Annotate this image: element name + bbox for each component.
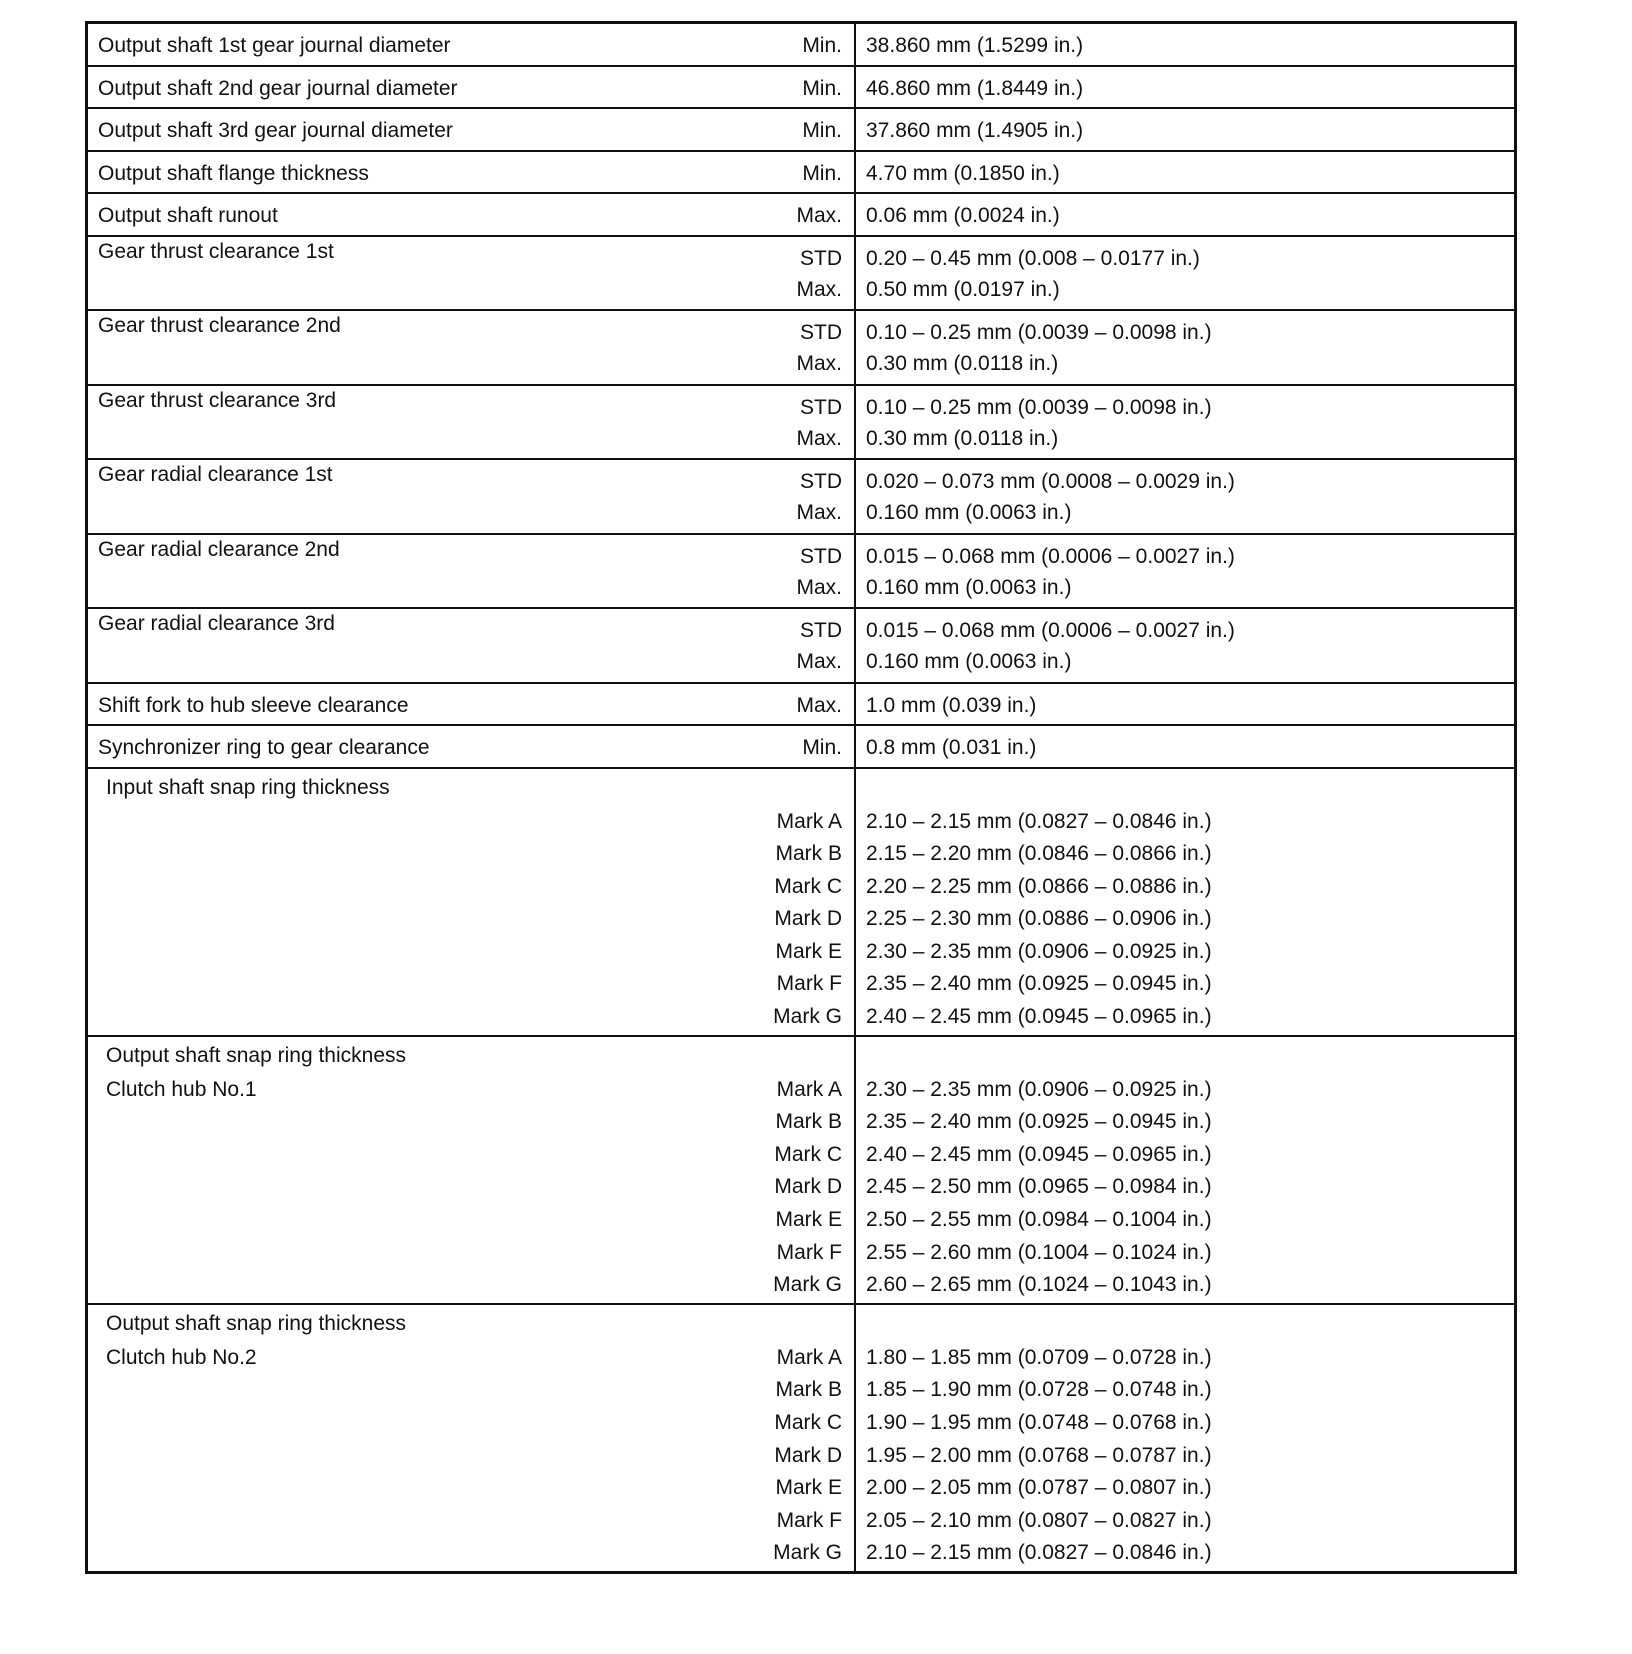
mark-value: 2.30 – 2.35 mm (0.0906 – 0.0925 in.) xyxy=(866,939,1212,963)
mark-label: Mark D xyxy=(774,907,842,931)
spec-value: 0.160 mm (0.0063 in.) xyxy=(866,650,1072,673)
mark-label: Mark G xyxy=(773,1005,842,1029)
spec-qualifier: Max. xyxy=(796,575,842,599)
group-left-cell xyxy=(88,769,856,1035)
spec-value: 0.015 – 0.068 mm (0.0006 – 0.0027 in.) xyxy=(866,544,1235,568)
spec-row xyxy=(88,192,1514,235)
mark-value: 2.20 – 2.25 mm (0.0866 – 0.0886 in.) xyxy=(866,874,1212,898)
spec-value: 4.70 mm (0.1850 in.) xyxy=(866,161,1060,185)
spec-value-cell xyxy=(856,152,1514,193)
snap-ring-group xyxy=(88,1303,1514,1571)
group-item-cell xyxy=(88,1305,712,1571)
group-item-spacer xyxy=(106,1473,712,1506)
spec-left-cell xyxy=(88,684,856,725)
spec-value: 0.30 mm (0.0118 in.) xyxy=(866,426,1059,450)
spec-left-cell xyxy=(88,535,856,608)
mark-label: Mark A xyxy=(776,1077,842,1101)
spec-qualifier: Max. xyxy=(796,352,842,375)
mark-value: 1.90 – 1.95 mm (0.0748 – 0.0768 in.) xyxy=(866,1411,1212,1434)
spec-qualifier: Min. xyxy=(802,76,842,100)
spec-item-cell xyxy=(88,609,712,682)
spec-item-label: Gear radial clearance 3rd xyxy=(98,612,335,635)
spec-value: 0.10 – 0.25 mm (0.0039 – 0.0098 in.) xyxy=(866,395,1212,419)
spec-item-label: Synchronizer ring to gear clearance xyxy=(98,736,430,759)
spec-qualifier: STD xyxy=(800,544,842,568)
spec-value: 0.06 mm (0.0024 in.) xyxy=(866,204,1060,227)
group-value-cell xyxy=(856,769,1514,1035)
spec-qualifier-cell xyxy=(712,152,854,193)
spec-item-cell xyxy=(88,24,712,65)
group-mark-spacer xyxy=(712,769,842,807)
group-left-cell xyxy=(88,1305,856,1571)
mark-label: Mark C xyxy=(774,1411,842,1434)
group-item-spacer xyxy=(106,872,712,905)
spec-item-label: Gear radial clearance 1st xyxy=(98,463,333,486)
spec-qualifier-cell xyxy=(712,237,854,310)
spec-qualifier: STD xyxy=(800,321,842,344)
group-item-spacer xyxy=(106,1172,712,1205)
group-mark-spacer xyxy=(712,1305,842,1343)
spec-value: 46.860 mm (1.8449 in.) xyxy=(866,76,1084,100)
mark-label: Mark F xyxy=(776,1508,842,1532)
spec-item-label: Shift fork to hub sleeve clearance xyxy=(98,693,409,717)
mark-value: 2.40 – 2.45 mm (0.0945 – 0.0965 in.) xyxy=(866,1005,1212,1029)
group-item-spacer xyxy=(106,1140,712,1173)
spec-value: 1.0 mm (0.039 in.) xyxy=(866,693,1037,717)
mark-label: Mark A xyxy=(776,809,842,833)
spec-row xyxy=(88,309,1514,384)
spec-row xyxy=(88,458,1514,533)
mark-label: Mark E xyxy=(775,1476,842,1500)
mark-label: Mark C xyxy=(774,1142,842,1166)
mark-value: 2.35 – 2.40 mm (0.0925 – 0.0945 in.) xyxy=(866,1110,1212,1134)
spec-left-cell xyxy=(88,237,856,310)
spec-qualifier: Min. xyxy=(802,119,842,142)
spec-row xyxy=(88,724,1514,767)
spec-qualifier: Min. xyxy=(802,161,842,185)
spec-qualifier-cell xyxy=(712,311,854,384)
mark-label: Mark F xyxy=(776,972,842,996)
mark-label: Mark B xyxy=(775,1110,842,1134)
spec-left-cell xyxy=(88,311,856,384)
spec-item-cell xyxy=(88,726,712,767)
mark-label: Mark D xyxy=(774,1175,842,1199)
group-value-spacer xyxy=(866,1305,1514,1343)
group-item-spacer xyxy=(106,1538,712,1571)
spec-value-cell xyxy=(856,311,1514,384)
spec-value-cell xyxy=(856,726,1514,767)
spec-qualifier: Max. xyxy=(796,501,842,524)
spec-left-cell xyxy=(88,609,856,682)
spec-value: 0.020 – 0.073 mm (0.0008 – 0.0029 in.) xyxy=(866,470,1235,493)
mark-value: 2.55 – 2.60 mm (0.1004 – 0.1024 in.) xyxy=(866,1240,1212,1264)
spec-item-label: Output shaft 2nd gear journal diameter xyxy=(98,76,458,100)
spec-item-cell xyxy=(88,109,712,150)
spec-item-label: Output shaft 3rd gear journal diameter xyxy=(98,119,453,142)
spec-item-cell xyxy=(88,386,712,459)
group-item-spacer xyxy=(106,807,712,840)
spec-left-cell xyxy=(88,194,856,235)
spec-qualifier-cell xyxy=(712,460,854,533)
spec-qualifier-cell xyxy=(712,67,854,108)
mark-label: Mark E xyxy=(775,939,842,963)
mark-value: 2.40 – 2.45 mm (0.0945 – 0.0965 in.) xyxy=(866,1142,1212,1166)
group-value-spacer xyxy=(866,769,1514,807)
mark-value: 2.25 – 2.30 mm (0.0886 – 0.0906 in.) xyxy=(866,907,1212,931)
mark-label: Mark B xyxy=(775,842,842,866)
spec-qualifier-cell xyxy=(712,24,854,65)
group-subtitle: Clutch hub No.1 xyxy=(106,1077,257,1101)
group-mark-cell xyxy=(712,1037,854,1303)
spec-left-cell xyxy=(88,726,856,767)
spec-item-cell xyxy=(88,67,712,108)
group-item-cell xyxy=(88,769,712,1035)
spec-item-label: Gear radial clearance 2nd xyxy=(98,537,340,561)
spec-qualifier-cell xyxy=(712,684,854,725)
spec-qualifier-cell xyxy=(712,535,854,608)
mark-label: Mark A xyxy=(776,1345,842,1369)
spec-row xyxy=(88,384,1514,459)
spec-qualifier: STD xyxy=(800,246,842,270)
spec-value-cell xyxy=(856,609,1514,682)
group-value-cell xyxy=(856,1037,1514,1303)
spec-qualifier: Min. xyxy=(802,736,842,759)
spec-qualifier: STD xyxy=(800,395,842,419)
mark-value: 2.45 – 2.50 mm (0.0965 – 0.0984 in.) xyxy=(866,1175,1212,1199)
spec-value: 0.50 mm (0.0197 in.) xyxy=(866,277,1060,301)
group-mark-spacer xyxy=(712,1037,842,1075)
mark-label: Mark F xyxy=(776,1240,842,1264)
spec-value: 37.860 mm (1.4905 in.) xyxy=(866,119,1084,142)
spec-value: 0.160 mm (0.0063 in.) xyxy=(866,575,1072,599)
group-item-spacer xyxy=(106,839,712,872)
spec-row xyxy=(88,107,1514,150)
spec-qualifier-cell xyxy=(712,194,854,235)
spec-value: 0.015 – 0.068 mm (0.0006 – 0.0027 in.) xyxy=(866,619,1235,642)
spec-value-cell xyxy=(856,386,1514,459)
spec-value-cell xyxy=(856,535,1514,608)
group-title: Output shaft snap ring thickness xyxy=(106,1311,406,1335)
mark-value: 2.10 – 2.15 mm (0.0827 – 0.0846 in.) xyxy=(866,809,1212,833)
spec-row xyxy=(88,24,1514,65)
spec-qualifier: Max. xyxy=(796,650,842,673)
spec-qualifier: Min. xyxy=(802,34,842,57)
group-item-spacer xyxy=(106,1408,712,1441)
group-item-spacer xyxy=(106,969,712,1002)
group-subtitle: Clutch hub No.2 xyxy=(106,1345,257,1369)
spec-item-label: Output shaft 1st gear journal diameter xyxy=(98,34,451,57)
spec-item-cell xyxy=(88,237,712,310)
spec-qualifier: Max. xyxy=(796,693,842,717)
group-item-cell xyxy=(88,1037,712,1303)
group-left-cell xyxy=(88,1037,856,1303)
spec-value-cell xyxy=(856,194,1514,235)
spec-item-cell xyxy=(88,194,712,235)
mark-value: 2.60 – 2.65 mm (0.1024 – 0.1043 in.) xyxy=(866,1273,1212,1297)
spec-left-cell xyxy=(88,460,856,533)
mark-value: 1.85 – 1.90 mm (0.0728 – 0.0748 in.) xyxy=(866,1378,1212,1402)
spec-row xyxy=(88,150,1514,193)
spec-left-cell xyxy=(88,152,856,193)
spec-table xyxy=(85,21,1517,1574)
group-item-spacer xyxy=(106,1441,712,1474)
spec-item-cell xyxy=(88,311,712,384)
spec-left-cell xyxy=(88,109,856,150)
mark-value: 1.80 – 1.85 mm (0.0709 – 0.0728 in.) xyxy=(866,1345,1212,1369)
mark-label: Mark G xyxy=(773,1273,842,1297)
mark-label: Mark C xyxy=(774,874,842,898)
group-item-spacer xyxy=(106,1506,712,1539)
spec-left-cell xyxy=(88,386,856,459)
spec-value-cell xyxy=(856,684,1514,725)
spec-value-cell xyxy=(856,109,1514,150)
spec-item-cell xyxy=(88,535,712,608)
group-item-spacer xyxy=(106,1205,712,1238)
spec-row xyxy=(88,235,1514,310)
mark-label: Mark G xyxy=(773,1541,842,1565)
group-item-spacer xyxy=(106,1375,712,1408)
spec-value-cell xyxy=(856,24,1514,65)
spec-row xyxy=(88,533,1514,608)
spec-item-cell xyxy=(88,684,712,725)
mark-value: 2.05 – 2.10 mm (0.0807 – 0.0827 in.) xyxy=(866,1508,1212,1532)
spec-item-label: Output shaft runout xyxy=(98,204,278,227)
mark-value: 2.10 – 2.15 mm (0.0827 – 0.0846 in.) xyxy=(866,1541,1212,1565)
spec-qualifier: STD xyxy=(800,619,842,642)
spec-left-cell xyxy=(88,24,856,65)
spec-item-label: Gear thrust clearance 1st xyxy=(98,239,334,263)
mark-value: 2.35 – 2.40 mm (0.0925 – 0.0945 in.) xyxy=(866,972,1212,996)
spec-item-label: Output shaft flange thickness xyxy=(98,161,369,185)
mark-value: 1.95 – 2.00 mm (0.0768 – 0.0787 in.) xyxy=(866,1443,1212,1467)
spec-item-cell xyxy=(88,460,712,533)
mark-value: 2.00 – 2.05 mm (0.0787 – 0.0807 in.) xyxy=(866,1476,1212,1500)
spec-qualifier-cell xyxy=(712,386,854,459)
spec-qualifier-cell xyxy=(712,109,854,150)
group-mark-cell xyxy=(712,769,854,1035)
group-item-spacer xyxy=(106,937,712,970)
mark-value: 2.30 – 2.35 mm (0.0906 – 0.0925 in.) xyxy=(866,1077,1212,1101)
spec-left-cell xyxy=(88,67,856,108)
group-mark-cell xyxy=(712,1305,854,1571)
mark-label: Mark D xyxy=(774,1443,842,1467)
mark-value: 2.15 – 2.20 mm (0.0846 – 0.0866 in.) xyxy=(866,842,1212,866)
spec-value: 0.30 mm (0.0118 in.) xyxy=(866,352,1059,375)
spec-qualifier: Max. xyxy=(796,426,842,450)
group-item-spacer xyxy=(106,1238,712,1271)
group-title: Input shaft snap ring thickness xyxy=(106,775,390,799)
spec-item-label: Gear thrust clearance 2nd xyxy=(98,314,341,337)
spec-row xyxy=(88,607,1514,682)
spec-value: 0.10 – 0.25 mm (0.0039 – 0.0098 in.) xyxy=(866,321,1212,344)
group-item-spacer xyxy=(106,1002,712,1035)
spec-qualifier: STD xyxy=(800,470,842,493)
spec-item-cell xyxy=(88,152,712,193)
spec-item-label: Gear thrust clearance 3rd xyxy=(98,388,337,412)
spec-value: 0.20 – 0.45 mm (0.008 – 0.0177 in.) xyxy=(866,246,1200,270)
snap-ring-group xyxy=(88,767,1514,1035)
spec-row xyxy=(88,682,1514,725)
mark-label: Mark E xyxy=(775,1208,842,1232)
spec-value-cell xyxy=(856,237,1514,310)
mark-label: Mark B xyxy=(775,1378,842,1402)
spec-value: 0.160 mm (0.0063 in.) xyxy=(866,501,1072,524)
group-item-spacer xyxy=(106,1270,712,1303)
spec-qualifier: Max. xyxy=(796,277,842,301)
mark-value: 2.50 – 2.55 mm (0.0984 – 0.1004 in.) xyxy=(866,1208,1212,1232)
spec-value-cell xyxy=(856,67,1514,108)
spec-qualifier-cell xyxy=(712,609,854,682)
group-value-cell xyxy=(856,1305,1514,1571)
group-item-spacer xyxy=(106,1107,712,1140)
snap-ring-group xyxy=(88,1035,1514,1303)
spec-value: 0.8 mm (0.031 in.) xyxy=(866,736,1037,759)
group-item-spacer xyxy=(106,904,712,937)
group-value-spacer xyxy=(866,1037,1514,1075)
group-title: Output shaft snap ring thickness xyxy=(106,1043,406,1067)
spec-qualifier: Max. xyxy=(796,204,842,227)
spec-row xyxy=(88,65,1514,108)
spec-value: 38.860 mm (1.5299 in.) xyxy=(866,34,1084,57)
spec-value-cell xyxy=(856,460,1514,533)
spec-qualifier-cell xyxy=(712,726,854,767)
